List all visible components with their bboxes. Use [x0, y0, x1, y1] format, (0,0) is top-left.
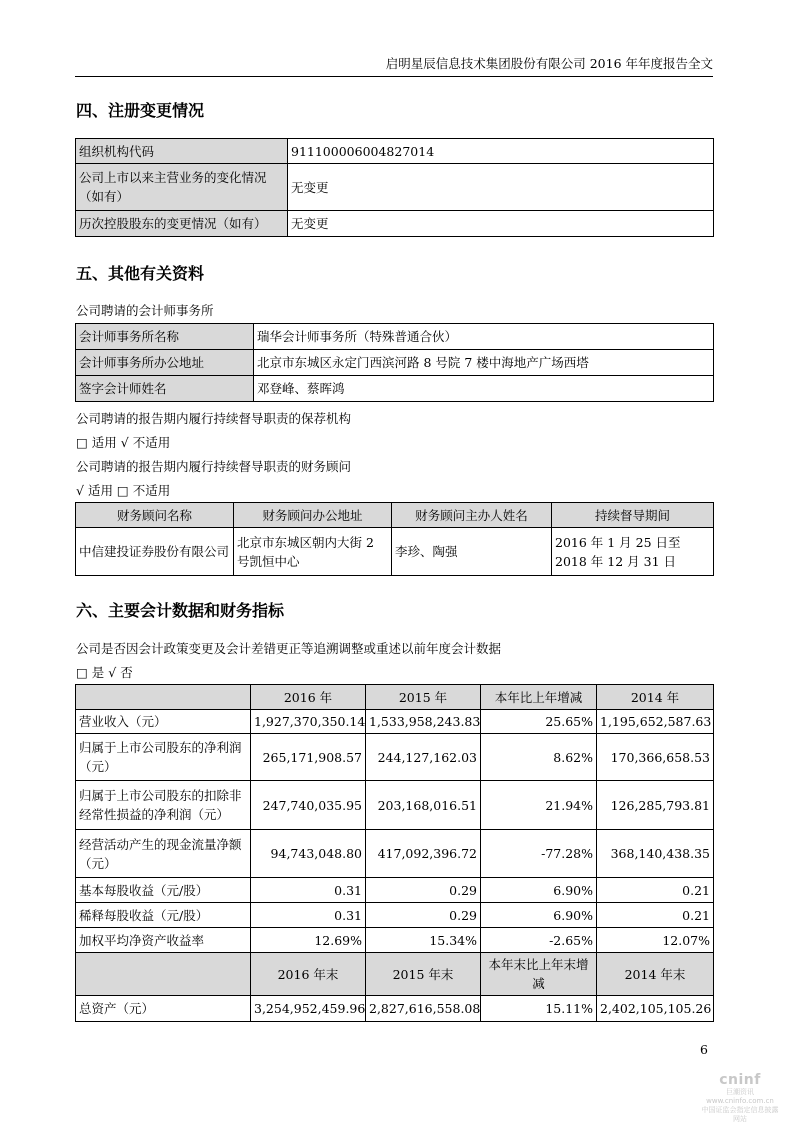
section-6-title: 六、主要会计数据和财务指标: [76, 601, 285, 620]
table-cell: 1,927,370,350.14: [251, 710, 366, 734]
table-cell: 1,533,958,243.83: [366, 710, 481, 734]
table-cell: 265,171,908.57: [251, 734, 366, 781]
row-label: 稀释每股收益（元/股）: [76, 903, 251, 928]
row-label: 归属于上市公司股东的扣除非经常性损益的净利润（元）: [76, 781, 251, 830]
accountant-label: 签字会计师姓名: [76, 376, 254, 402]
table-cell: 25.65%: [481, 710, 597, 734]
table-cell: 15.34%: [366, 928, 481, 953]
table-cell: 203,168,016.51: [366, 781, 481, 830]
column-header: 财务顾问名称: [76, 503, 234, 528]
table-cell: 0.21: [597, 878, 714, 903]
table-cell: 3,254,952,459.96: [251, 996, 366, 1022]
table-cell: 12.07%: [597, 928, 714, 953]
table-row: [76, 164, 714, 211]
table-cell: 1,195,652,587.63: [597, 710, 714, 734]
table-row: [76, 324, 714, 350]
column-header: 2015 年末: [366, 953, 481, 996]
table-row: [76, 139, 714, 164]
registration-label: 历次控股股东的变更情况（如有）: [76, 211, 288, 237]
column-header: [76, 953, 251, 996]
table-row: [76, 211, 714, 237]
table-cell: 126,285,793.81: [597, 781, 714, 830]
table-cell: 2016 年 1 月 25 日至 2018 年 12 月 31 日: [552, 528, 714, 576]
cninfo-url: www.cninfo.com.cn: [706, 1097, 774, 1105]
table-cell: 368,140,438.35: [597, 830, 714, 878]
registration-table: [75, 138, 714, 237]
row-label: 经营活动产生的现金流量净额（元）: [76, 830, 251, 878]
table-cell: 0.21: [597, 903, 714, 928]
column-header: 2015 年: [366, 685, 481, 710]
column-header: 财务顾问主办人姓名: [392, 503, 552, 528]
advisor-applicability: √ 适用 □ 不适用: [76, 483, 171, 498]
table-cell: 247,740,035.95: [251, 781, 366, 830]
registration-value: 无变更: [288, 164, 714, 211]
accountant-table: [75, 323, 714, 402]
row-label: 归属于上市公司股东的净利润（元）: [76, 734, 251, 781]
table-cell: 94,743,048.80: [251, 830, 366, 878]
table-cell: -77.28%: [481, 830, 597, 878]
cninfo-watermark: [700, 1072, 780, 1124]
column-header: 本年末比上年末增减: [481, 953, 597, 996]
sponsor-applicability: □ 适用 √ 不适用: [76, 435, 171, 450]
page-number: 6: [700, 1042, 708, 1057]
cninfo-logo: cninf: [719, 1072, 761, 1088]
page-header: 启明星辰信息技术集团股份有限公司 2016 年年度报告全文: [75, 54, 713, 77]
accountant-intro: 公司聘请的会计师事务所: [76, 303, 214, 318]
table-cell: 李珍、陶强: [392, 528, 552, 576]
column-header: 2014 年末: [597, 953, 714, 996]
row-label: 基本每股收益（元/股）: [76, 878, 251, 903]
table-cell: 0.31: [251, 878, 366, 903]
table-row: [76, 710, 714, 734]
table-cell: 2,402,105,105.26: [597, 996, 714, 1022]
column-header: 财务顾问办公地址: [234, 503, 392, 528]
column-header: 2016 年: [251, 685, 366, 710]
accountant-value: 北京市东城区永定门西滨河路 8 号院 7 楼中海地产广场西塔: [254, 350, 714, 376]
registration-value: 911100006004827014: [288, 139, 714, 164]
row-label: 营业收入（元）: [76, 710, 251, 734]
table-row: [76, 830, 714, 878]
table-row: [76, 878, 714, 903]
table-cell: 170,366,658.53: [597, 734, 714, 781]
table-cell: 15.11%: [481, 996, 597, 1022]
section-4-title: 四、注册变更情况: [76, 101, 205, 120]
column-header: 本年比上年增减: [481, 685, 597, 710]
advisor-intro: 公司聘请的报告期内履行持续督导职责的财务顾问: [76, 459, 352, 474]
accountant-value: 瑞华会计师事务所（特殊普通合伙）: [254, 324, 714, 350]
table-row: [76, 734, 714, 781]
table-row: [76, 350, 714, 376]
table-row: [76, 376, 714, 402]
table-header-row: [76, 953, 714, 996]
sponsor-intro: 公司聘请的报告期内履行持续督导职责的保荐机构: [76, 411, 352, 426]
table-cell: 6.90%: [481, 903, 597, 928]
accountant-label: 会计师事务所办公地址: [76, 350, 254, 376]
table-cell: 417,092,396.72: [366, 830, 481, 878]
table-cell: 0.29: [366, 903, 481, 928]
restatement-question: 公司是否因会计政策变更及会计差错更正等追溯调整或重述以前年度会计数据: [76, 641, 502, 656]
table-cell: 244,127,162.03: [366, 734, 481, 781]
table-cell: 中信建投证券股份有限公司: [76, 528, 234, 576]
table-row: [76, 781, 714, 830]
table-cell: 北京市东城区朝内大街 2 号凯恒中心: [234, 528, 392, 576]
row-label: 总资产（元）: [76, 996, 251, 1022]
table-cell: 0.29: [366, 878, 481, 903]
table-cell: 12.69%: [251, 928, 366, 953]
table-cell: 2,827,616,558.08: [366, 996, 481, 1022]
row-label: 加权平均净资产收益率: [76, 928, 251, 953]
registration-label: 公司上市以来主营业务的变化情况（如有）: [76, 164, 288, 211]
table-header-row: [76, 685, 714, 710]
advisor-table: [75, 502, 714, 576]
accountant-value: 邓登峰、蔡晖鸿: [254, 376, 714, 402]
table-header-row: [76, 503, 714, 528]
cninfo-org: 中国证监会指定信息披露网站: [701, 1106, 779, 1123]
table-cell: 8.62%: [481, 734, 597, 781]
table-row: [76, 928, 714, 953]
table-cell: 21.94%: [481, 781, 597, 830]
table-cell: -2.65%: [481, 928, 597, 953]
financial-table: [75, 684, 714, 1022]
table-row: [76, 996, 714, 1022]
registration-label: 组织机构代码: [76, 139, 288, 164]
table-row: [76, 903, 714, 928]
restatement-answer: □ 是 √ 否: [76, 665, 133, 680]
table-row: [76, 528, 714, 576]
accountant-label: 会计师事务所名称: [76, 324, 254, 350]
cninfo-cn-name: 巨潮资讯: [726, 1088, 754, 1096]
table-cell: 6.90%: [481, 878, 597, 903]
column-header: 2014 年: [597, 685, 714, 710]
column-header: [76, 685, 251, 710]
column-header: 2016 年末: [251, 953, 366, 996]
section-5-title: 五、其他有关资料: [76, 264, 205, 283]
registration-value: 无变更: [288, 211, 714, 237]
table-cell: 0.31: [251, 903, 366, 928]
column-header: 持续督导期间: [552, 503, 714, 528]
